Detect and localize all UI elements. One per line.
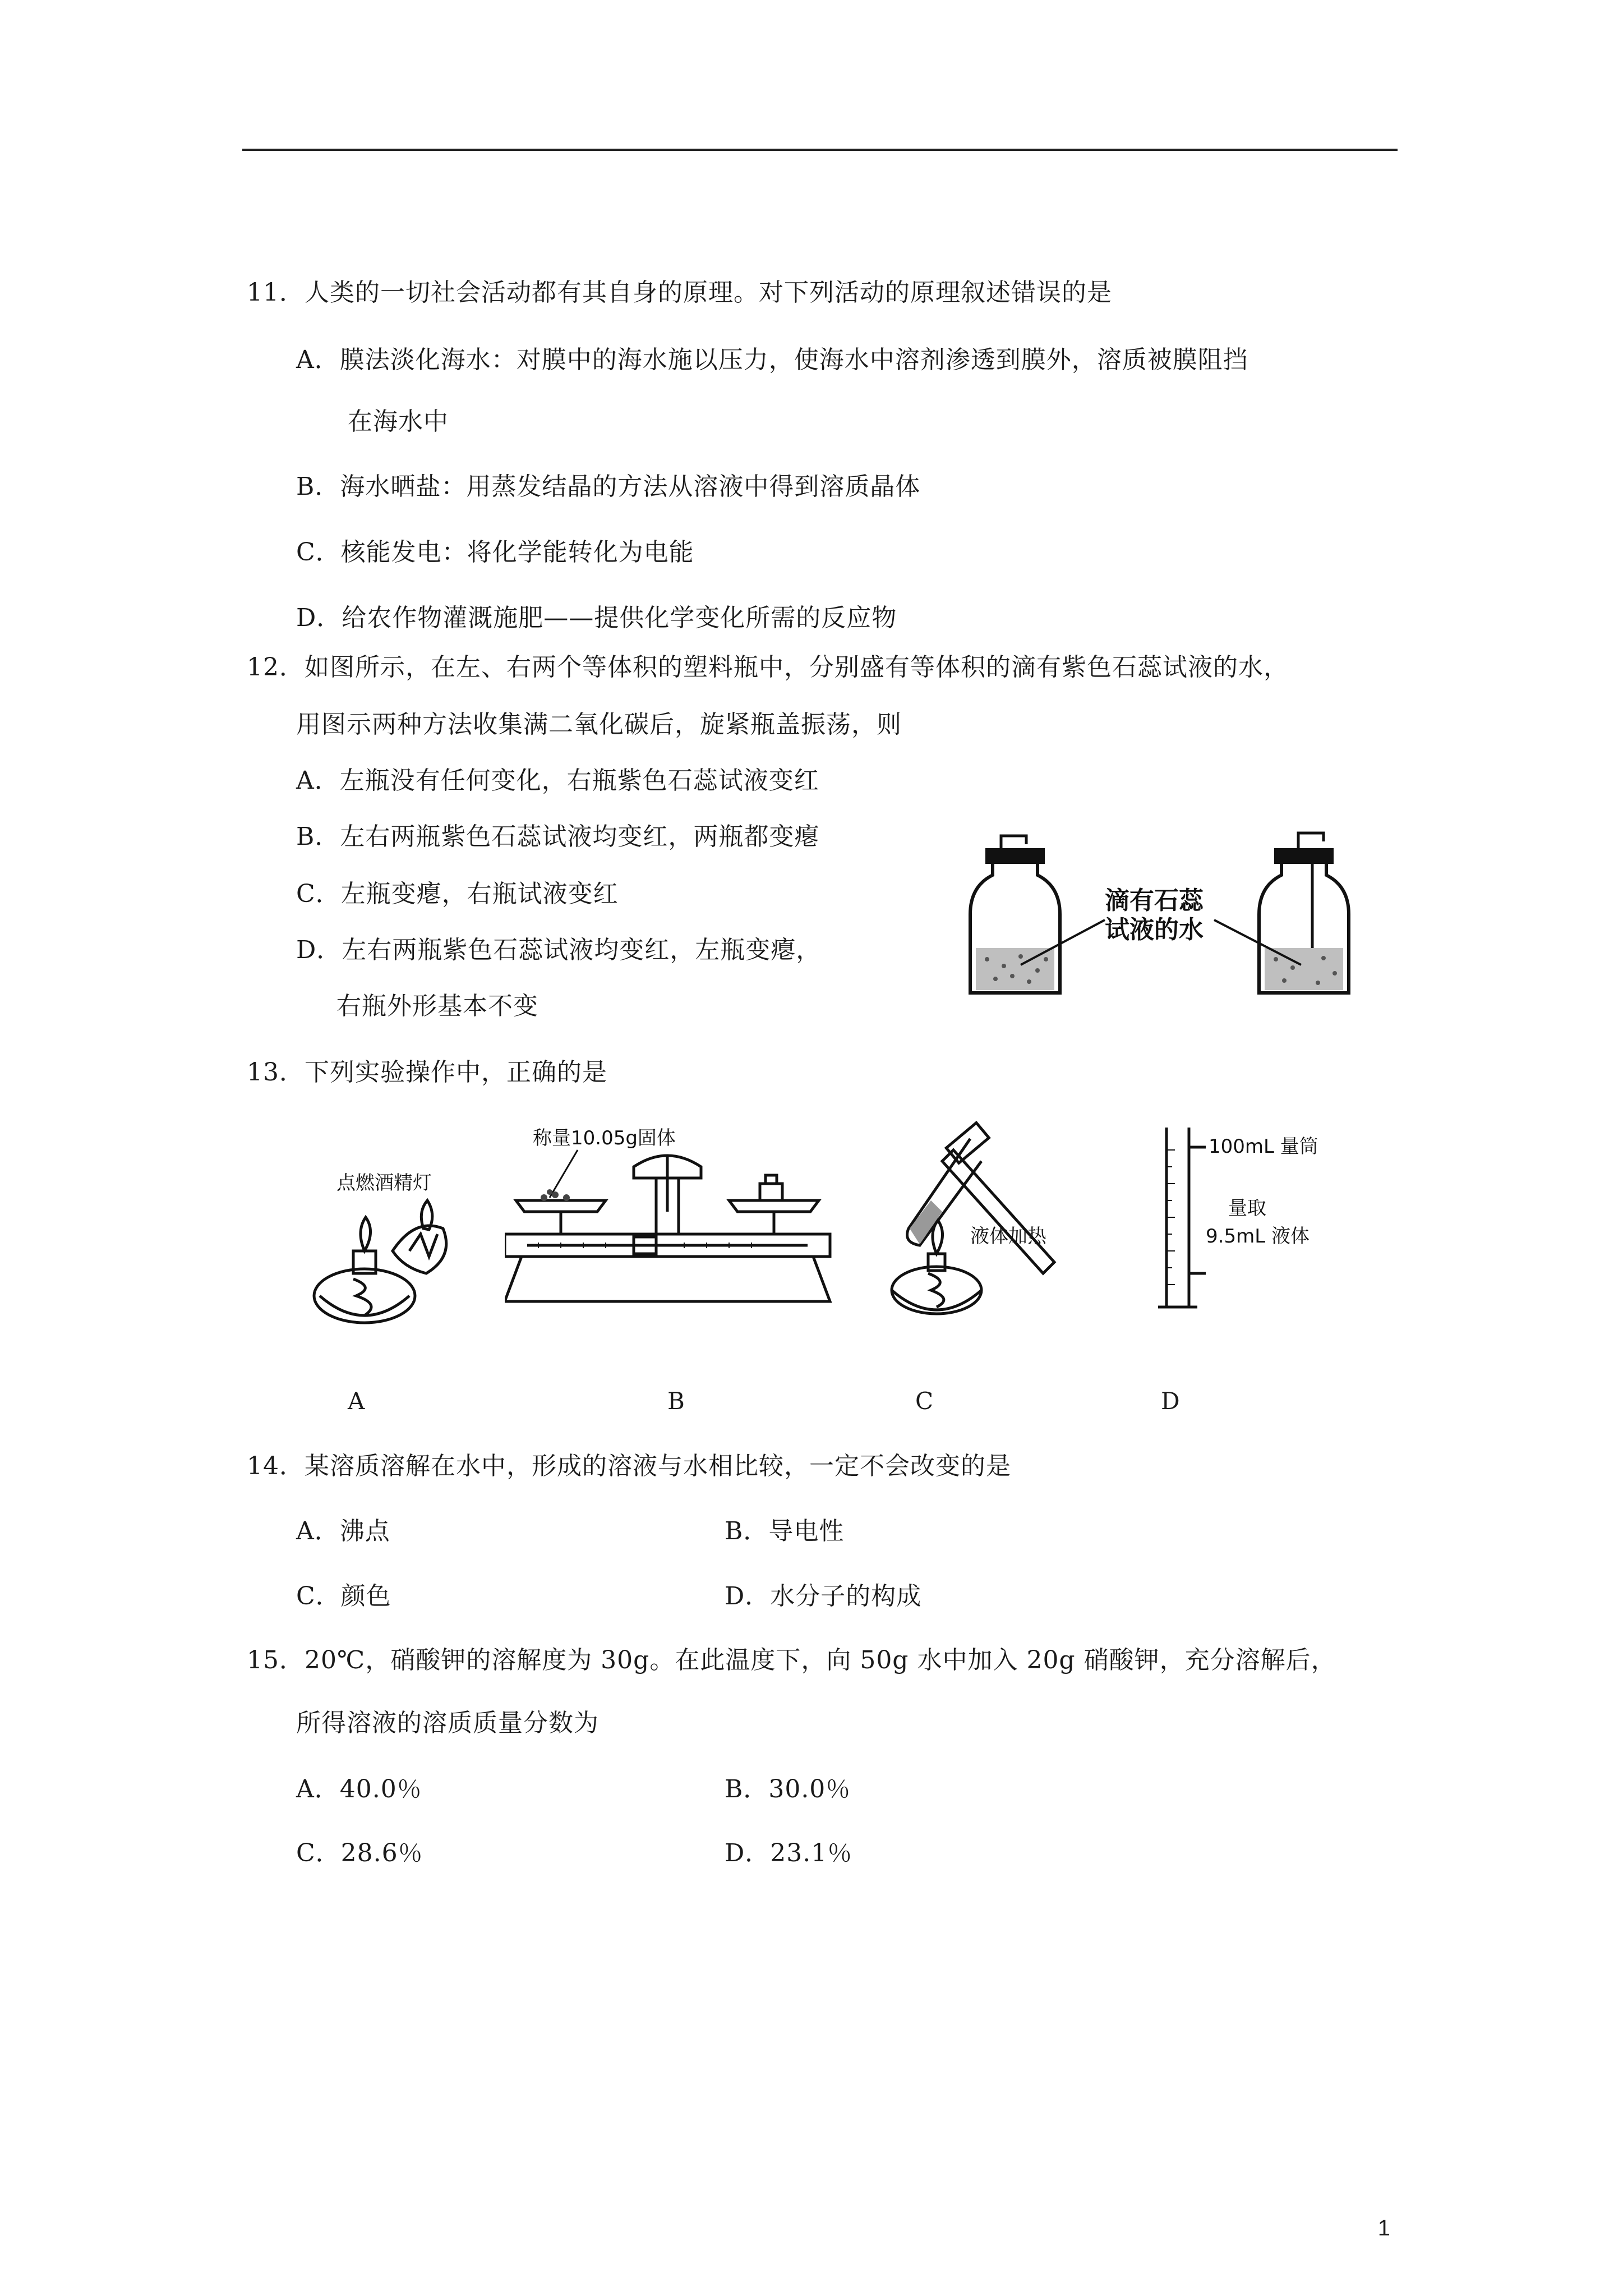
fig-a-caption: 点燃酒精灯 (336, 1172, 432, 1194)
fig-d-caption-3: 9.5mL 液体 (1206, 1225, 1310, 1248)
q12-option-a: A．左瓶没有任何变化，右瓶紫色石蕊试液变红 (296, 766, 819, 795)
q12-bottles-figure (953, 819, 1368, 1004)
q12-stem: 12．如图所示，在左、右两个等体积的塑料瓶中，分别盛有等体积的滴有紫色石蕊试液的水， (247, 653, 1289, 682)
q11-option-c: C．核能发电：将化学能转化为电能 (296, 538, 694, 567)
fig-d-caption-1: 100mL 量筒 (1209, 1135, 1318, 1158)
q13-label-c: C (915, 1387, 934, 1415)
q14-option-b: B．导电性 (725, 1517, 845, 1545)
q13-stem: 13．下列实验操作中，正确的是 (247, 1058, 607, 1087)
q12-option-b: B．左右两瓶紫色石蕊试液均变红，两瓶都变瘪 (296, 822, 820, 851)
q15-option-b: B．30.0％ (725, 1775, 851, 1803)
page-number: 1 (1377, 2216, 1390, 2240)
q13-figure-c (875, 1116, 1127, 1329)
q13-figure-d (1144, 1116, 1357, 1329)
q13-figure-b (505, 1122, 864, 1329)
q11-option-a: A．膜法淡化海水：对膜中的海水施以压力，使海水中溶剂渗透到膜外，溶质被膜阻挡 (296, 346, 1248, 374)
q13-label-d: D (1161, 1387, 1180, 1415)
q14-stem: 14．某溶质溶解在水中，形成的溶液与水相比较，一定不会改变的是 (247, 1452, 1011, 1480)
q15-option-a: A．40.0％ (296, 1775, 422, 1803)
header-rule (242, 149, 1398, 151)
q12-option-c: C．左瓶变瘪，右瓶试液变红 (296, 880, 619, 908)
fig-d-caption-2: 量取 (1228, 1197, 1266, 1220)
q12-option-d: D．左右两瓶紫色石蕊试液均变红，左瓶变瘪， (296, 936, 822, 964)
fig-c-caption: 液体加热 (970, 1225, 1046, 1248)
q15-option-d: D．23.1％ (725, 1839, 853, 1867)
q15-option-c: C．28.6％ (296, 1839, 423, 1867)
right-bottle-liquid (1265, 948, 1343, 990)
q11-option-b: B．海水晒盐：用蒸发结晶的方法从溶液中得到溶质晶体 (296, 472, 921, 501)
q12-figure-label-1: 滴有石蕊 (1105, 886, 1204, 915)
q13-figure-a (303, 1167, 471, 1335)
q15-stem: 15．20℃，硝酸钾的溶解度为 30g。在此温度下，向 50g 水中加入 20g 硝酸钾，充分溶解后， (247, 1646, 1336, 1674)
q12-stem-cont: 用图示两种方法收集满二氧化碳后，旋紧瓶盖振荡，则 (296, 710, 902, 739)
fig-b-caption: 称量10.05g固体 (533, 1127, 676, 1149)
q12-option-d-cont: 右瓶外形基本不变 (336, 992, 538, 1020)
q14-option-c: C．颜色 (296, 1582, 391, 1611)
q13-label-a: A (348, 1387, 365, 1415)
q14-option-d: D．水分子的构成 (725, 1582, 922, 1611)
q11-option-d: D．给农作物灌溉施肥——提供化学变化所需的反应物 (296, 604, 897, 632)
q11-option-a-cont: 在海水中 (348, 407, 449, 436)
q15-stem-cont: 所得溶液的溶质质量分数为 (296, 1709, 599, 1737)
q11-stem: 11．人类的一切社会活动都有其自身的原理。对下列活动的原理叙述错误的是 (247, 278, 1112, 307)
q14-option-a: A．沸点 (296, 1517, 390, 1545)
q12-figure-label-2: 试液的水 (1105, 915, 1204, 944)
q13-label-b: B (667, 1387, 685, 1415)
